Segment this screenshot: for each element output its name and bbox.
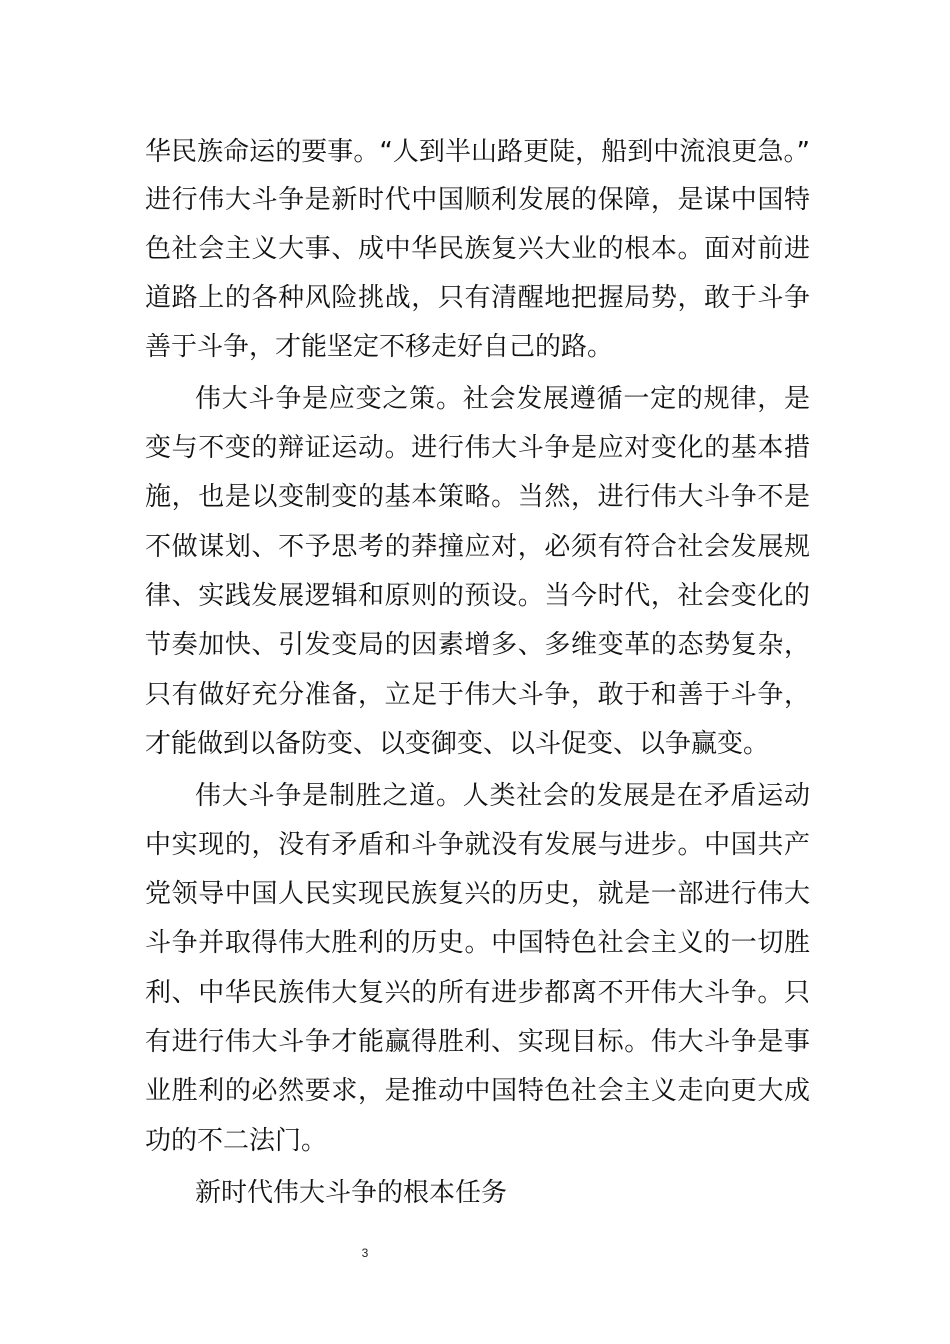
text-line: 伟大斗争是制胜之道。人类社会的发展是在矛盾运动 (195, 781, 810, 811)
text-line: 功的不二法门。 (145, 1126, 328, 1156)
text-line: 中实现的，没有矛盾和斗争就没有发展与进步。中国共产 (145, 830, 810, 860)
text-line: 才能做到以备防变、以变御变、以斗促变、以争赢变。 (145, 729, 770, 759)
text-line: 业胜利的必然要求，是推动中国特色社会主义走向更大成 (145, 1076, 810, 1106)
text-line: 色社会主义大事、成中华民族复兴大业的根本。面对前进 (145, 234, 810, 264)
text-line: 有进行伟大斗争才能赢得胜利、实现目标。伟大斗争是事 (145, 1027, 810, 1057)
text-line: 党领导中国人民实现民族复兴的历史，就是一部进行伟大 (145, 879, 810, 909)
text-line: 利、中华民族伟大复兴的所有进步都离不开伟大斗争。只 (145, 978, 810, 1008)
text-line: 施，也是以变制变的基本策略。当然，进行伟大斗争不是 (145, 482, 810, 512)
text-line: 善于斗争，才能坚定不移走好自己的路。 (145, 332, 614, 362)
page-number: 3 (361, 1246, 369, 1260)
text-line: 只有做好充分准备，立足于伟大斗争，敢于和善于斗争， (145, 680, 810, 710)
section-heading: 新时代伟大斗争的根本任务 (195, 1178, 508, 1208)
text-line: 节奏加快、引发变局的因素增多、多维变革的态势复杂， (145, 630, 810, 660)
text-line: 变与不变的辩证运动。进行伟大斗争是应对变化的基本措 (145, 433, 810, 463)
text-line: 斗争并取得伟大胜利的历史。中国特色社会主义的一切胜 (145, 928, 810, 958)
text-line: 律、实践发展逻辑和原则的预设。当今时代，社会变化的 (145, 581, 810, 611)
text-line: 华民族命运的要事。“人到半山路更陡，船到中流浪更急。” (145, 137, 810, 167)
text-line: 道路上的各种风险挑战，只有清醒地把握局势，敢于斗争 (145, 283, 810, 313)
text-line: 进行伟大斗争是新时代中国顺利发展的保障，是谋中国特 (145, 185, 810, 215)
text-line: 伟大斗争是应变之策。社会发展遵循一定的规律，是 (195, 384, 810, 414)
text-line: 不做谋划、不予思考的莽撞应对，必须有符合社会发展规 (145, 532, 810, 562)
